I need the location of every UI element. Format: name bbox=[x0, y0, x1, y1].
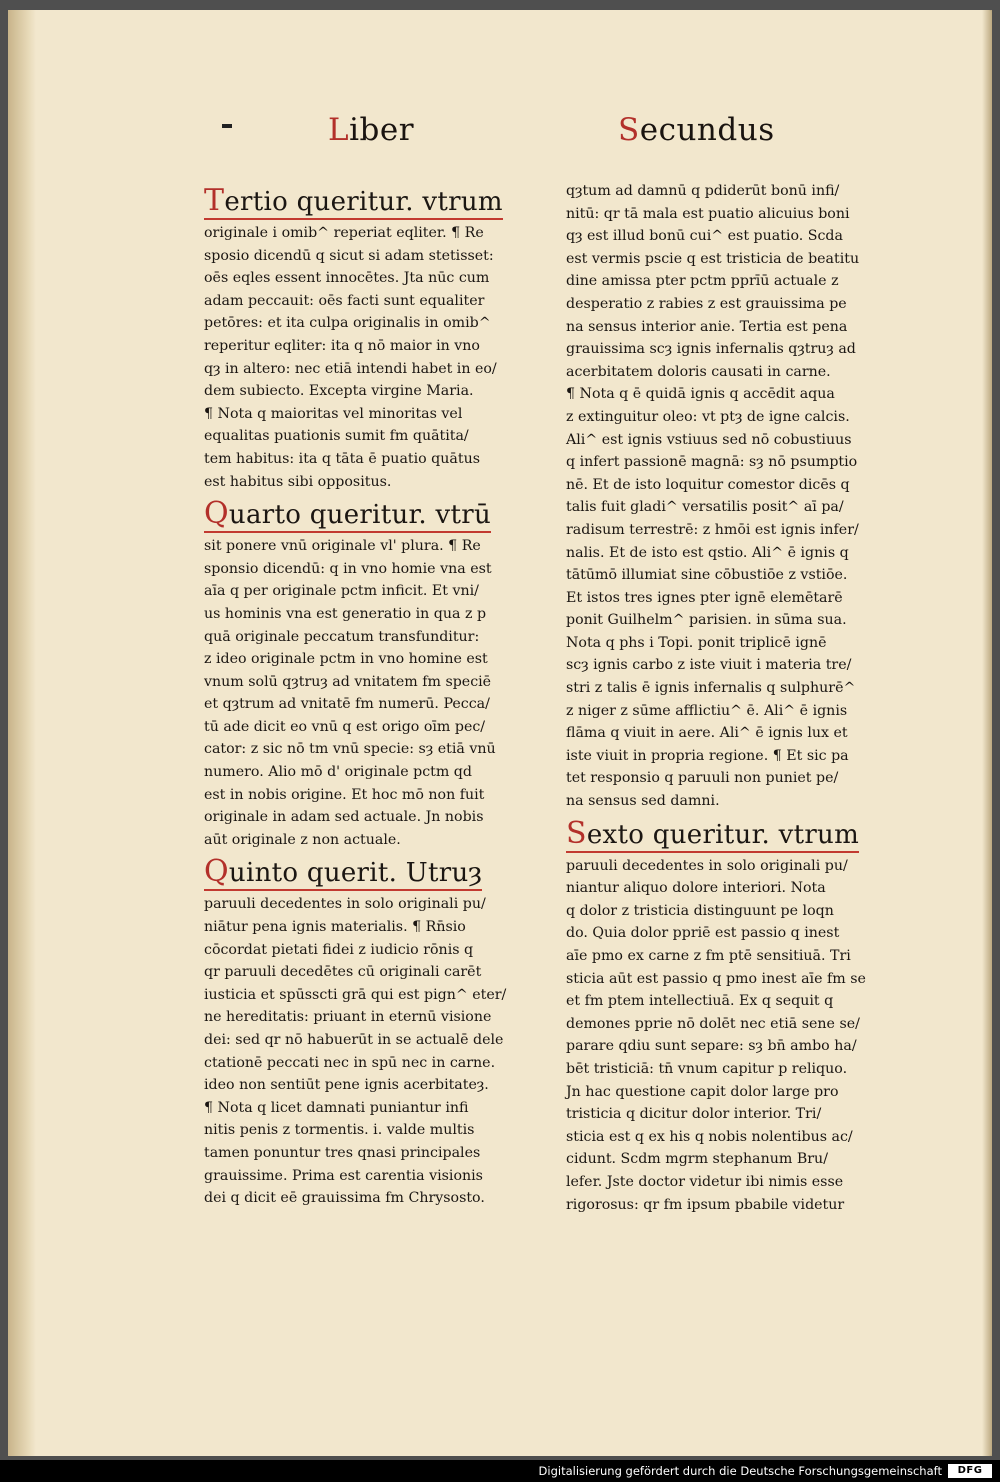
text-line: na sensus interior anie. Tertia est pena bbox=[566, 318, 848, 335]
text-line: dei q dicit eē grauissima fm Chrysosto. bbox=[204, 1190, 485, 1207]
text-line: nē. Et de isto loquitur comestor dicēs q bbox=[566, 476, 850, 493]
text-line: quā originale peccatum transfunditur: bbox=[204, 628, 480, 645]
text-line: et qȝtrum ad vnitatē fm numerū. Pecca/ bbox=[204, 696, 490, 713]
text-line: talis fuit gladi^ versatilis posit^ aī pa/ bbox=[566, 499, 844, 516]
text-line: sit ponere vnū originale vl' plura. ¶ Re bbox=[204, 538, 481, 555]
text-line: sponsio dicendū: q in vno homie vna est bbox=[204, 560, 492, 577]
text-line: ponit Guilhelm^ parisien. in sūma sua. bbox=[566, 612, 847, 629]
text-line: q infert passionē magnā: sȝ nō psumptio bbox=[566, 454, 858, 471]
text-line: dine amissa pter pctm pprīū actuale z bbox=[566, 273, 839, 290]
question-heading: Sexto queritur. vtrum bbox=[566, 815, 860, 851]
dfg-logo-icon: DFG bbox=[948, 1464, 992, 1478]
text-line: qr paruuli decedētes cū originali carēt bbox=[204, 964, 482, 981]
text-line: iusticia et spūsscti grā qui est pign^ eter/ bbox=[204, 986, 507, 1003]
text-line: aūt originale z non actuale. bbox=[204, 831, 401, 848]
text-line: z niger z sūme afflictiu^ ē. Ali^ ē ignis bbox=[566, 702, 848, 719]
text-line: qȝ in altero: nec etiā intendi habet in eo/ bbox=[204, 360, 497, 377]
text-line: tem habitus: ita q tāta ē puatio quātus bbox=[204, 450, 480, 467]
right-text-column bbox=[566, 180, 904, 1216]
text-line: ¶ Nota q maioritas vel minoritas vel bbox=[204, 405, 463, 422]
text-line: sposio dicendū q sicut si adam stetisset: bbox=[204, 247, 494, 264]
text-line: sticia est q ex his q nobis nolentibus ac/ bbox=[566, 1128, 853, 1145]
text-line: dei: sed qr nō habuerūt in se actualē dele bbox=[204, 1032, 504, 1048]
text-line: niātur pena ignis materialis. ¶ Rn̄sio bbox=[204, 919, 466, 936]
text-line: paruuli decedentes in solo originali pu/ bbox=[566, 857, 848, 874]
page-gutter bbox=[8, 10, 36, 1456]
text-line: ctationē peccati nec in spū nec in carne. bbox=[204, 1054, 496, 1071]
text-line: tamen ponuntur tres qnasi principales bbox=[204, 1144, 481, 1161]
text-line: Et istos tres ignes pter ignē elemētarē bbox=[566, 589, 843, 606]
text-line: tristicia q dicitur dolor interior. Tri/ bbox=[566, 1106, 822, 1123]
left-text-column bbox=[204, 180, 548, 1210]
text-line: z ideo originale pctm in vno homine est bbox=[204, 651, 488, 668]
text-line: ¶ Nota q ē quidā ignis q accēdit aqua bbox=[566, 386, 835, 403]
text-line: flāma q viuit in aere. Ali^ ē ignis lux et bbox=[566, 725, 848, 742]
text-line: na sensus sed damni. bbox=[566, 793, 720, 810]
text-line: numero. Alio mō d' originale pctm qd bbox=[204, 764, 472, 781]
question-heading: Quinto querit. Utruȝ bbox=[204, 854, 483, 890]
text-line: nalis. Et de isto est qstio. Ali^ ē ignis q bbox=[566, 544, 849, 561]
text-line: reperitur eqliter: ita q nō maior in vno bbox=[204, 337, 480, 354]
text-line: oēs eqles essent innocētes. Jta nūc cum bbox=[204, 270, 490, 287]
running-header-left: Liber bbox=[328, 112, 415, 148]
text-line: paruuli decedentes in solo originali pu/ bbox=[204, 896, 486, 913]
text-line: originale i omib^ reperiat eqliter. ¶ Re bbox=[204, 225, 484, 241]
text-line: radisum terrestrē: z hmōi est ignis infer/ bbox=[566, 521, 859, 538]
text-line: aīe pmo ex carne z fm ptē sensitiuā. Tri bbox=[566, 948, 851, 964]
text-line: grauissima scȝ ignis infernalis qȝtruȝ ad bbox=[566, 341, 856, 358]
text-line: adam peccauit: oēs facti sunt equaliter bbox=[204, 292, 485, 309]
text-line: equalitas puationis sumit fm quātita/ bbox=[204, 428, 469, 445]
text-line: et fm ptem intellectiuā. Ex q sequit q bbox=[566, 993, 834, 1010]
text-line: rigorosus: qr fm ipsum pbabile videtur bbox=[566, 1196, 845, 1213]
text-line: sticia aūt est passio q pmo inest aīe fm se bbox=[566, 970, 866, 987]
text-line: demones pprie nō dolēt nec etiā sene se/ bbox=[566, 1015, 860, 1032]
text-line: nitū: qr tā mala est puatio alicuius boni bbox=[566, 205, 850, 222]
text-line: dem subiecto. Excepta virgine Maria. bbox=[204, 383, 474, 400]
text-line: ideo non sentiūt pene ignis acerbitateȝ. bbox=[204, 1077, 489, 1094]
text-line: lefer. Jste doctor videtur ibi nimis esse bbox=[566, 1173, 844, 1190]
text-line: q dolor z tristicia distinguunt pe loqn bbox=[566, 902, 834, 919]
text-line: grauissime. Prima est carentia visionis bbox=[204, 1167, 483, 1184]
text-line: acerbitatem doloris causati in carne. bbox=[566, 363, 831, 380]
text-line: iste viuit in propria regione. ¶ Et sic pa bbox=[566, 747, 849, 764]
text-line: do. Quia dolor ppriē est passio q inest bbox=[566, 925, 840, 942]
text-line: us hominis vna est generatio in qua z p bbox=[204, 605, 487, 622]
text-line: vnum solū qȝtruȝ ad vnitatem fm speciē bbox=[204, 673, 492, 690]
text-line: niantur aliquo dolore interiori. Nota bbox=[566, 880, 826, 897]
text-line: bēt tristiciā: tn̄ vnum capitur p reliquo. bbox=[566, 1060, 848, 1077]
text-line: ne hereditatis: priuant in eternū visione bbox=[204, 1009, 492, 1026]
page-edge bbox=[982, 10, 992, 1456]
margin-mark bbox=[222, 124, 232, 128]
text-line: est vermis pscie q est tristicia de beatitu bbox=[566, 250, 860, 267]
text-line: Jn hac questione capit dolor large pro bbox=[566, 1083, 839, 1100]
text-line: cidunt. Scdm mgrm stephanum Bru/ bbox=[566, 1151, 828, 1168]
text-line: cator: z sic nō tm vnū specie: sȝ etiā vnū bbox=[204, 741, 496, 758]
question-heading: Quarto queritur. vtrū bbox=[204, 496, 492, 532]
text-line: petōres: et ita culpa originalis in omib^ bbox=[204, 315, 491, 332]
text-line: stri z talis ē ignis infernalis q sulphurē^ bbox=[566, 680, 856, 697]
text-line: nitis penis z tormentis. i. valde multis bbox=[204, 1122, 475, 1139]
text-line: qȝ est illud bonū cui^ est puatio. Scda bbox=[566, 228, 843, 245]
text-line: est in nobis origine. Et hoc mō non fuit bbox=[204, 786, 485, 803]
text-line: ¶ Nota q licet damnati puniantur infi bbox=[204, 1099, 469, 1116]
text-line: cōcordat pietati fidei z iudicio rōnis q bbox=[204, 941, 474, 958]
text-line: scȝ ignis carbo z iste viuit i materia tre/ bbox=[566, 657, 852, 674]
text-line: Ali^ est ignis vstiuus sed nō cobustiuus bbox=[566, 431, 852, 448]
text-line: tū ade dicit eo vnū q est origo oīm pec/ bbox=[204, 718, 486, 735]
footer-credit: Digitalisierung gefördert durch die Deutsche Forschungsgemeinschaft bbox=[538, 1464, 942, 1478]
text-line: originale in adam sed actuale. Jn nobis bbox=[204, 809, 484, 826]
text-line: est habitus sibi oppositus. bbox=[204, 473, 392, 490]
digitization-footer bbox=[0, 1460, 1000, 1482]
text-line: desperatio z rabies z est grauissima pe bbox=[566, 295, 847, 312]
text-line: aīa q per originale pctm inficit. Et vni/ bbox=[204, 583, 479, 600]
text-line: parare qdiu sunt separe: sȝ bn̄ ambo ha/ bbox=[566, 1038, 857, 1055]
text-line: tātūmō illumiat sine cōbustiōe z vstiōe. bbox=[566, 567, 848, 584]
text-line: z extinguitur oleo: vt ptȝ de igne calcis. bbox=[566, 408, 850, 425]
text-line: tet responsio q paruuli non puniet pe/ bbox=[566, 770, 839, 787]
text-line: Nota q phs i Topi. ponit triplicē ignē bbox=[566, 634, 827, 651]
running-header-right: Secundus bbox=[618, 112, 775, 148]
text-line: qȝtum ad damnū q pdiderūt bonū infi/ bbox=[566, 183, 840, 199]
question-heading: Tertio queritur. vtrum bbox=[204, 183, 503, 218]
